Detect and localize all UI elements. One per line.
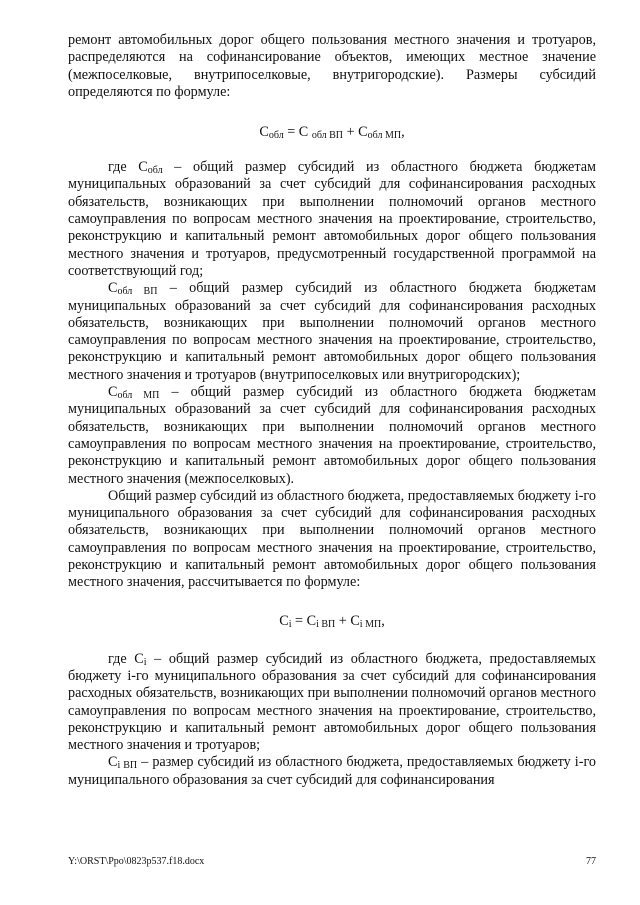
page-footer (68, 856, 596, 868)
definition-symbol: где С (108, 159, 148, 176)
document-page (68, 32, 596, 789)
formula-lhs: С (259, 124, 269, 141)
definition-symbol: С (108, 280, 118, 297)
formula-term1-sub: обл ВП (311, 130, 344, 142)
definition-text: – общий размер субсидий из областного бюджета, предоставляемых бюджету i-го муниципального образования за счет субсидий для софинансирования расходных обязательств, возникающих при выполнении полномочий органов местного самоуправления по вопросам местного значения на проектирование, строительство, реконструкцию и капитальный ремонт автомобильных дорог общего пользования местного значения и тротуаров; (68, 650, 597, 754)
definition-symbol: С (108, 754, 118, 771)
definition-symbol: где С (108, 650, 144, 667)
formula-term2-sub: i МП (359, 618, 382, 630)
file-path: Y:\ORST\Ppo\0823p537.f18.docx (68, 856, 205, 867)
page-number: 77 (586, 856, 596, 867)
definition-symbol-sub: обл (147, 165, 163, 177)
definition-symbol-sub: i (143, 656, 147, 668)
formula-lhs: С (279, 612, 289, 629)
formula-c-obl (68, 123, 596, 141)
formula-eq: = С (283, 124, 312, 141)
definition-text: – общий размер субсидий из областного бюджета бюджетам муниципальных образований за счет субсидий для софинансирования расходных обязательств, возникающих при выполнении полномочий органов местного самоуправления по вопросам местного значения на проектирование, строительство, реконструкцию и капитальный ремонт автомобильных дорог общего пользования местного значения и тротуаров (внутрипоселковых или внутригородских); (68, 280, 596, 383)
definition-symbol-sub: обл ВП (117, 286, 158, 298)
formula-lhs-sub: обл (268, 130, 284, 142)
formula-plus: + С (343, 124, 368, 141)
formula-c-i (68, 612, 596, 630)
formula-term2-sub: обл МП (367, 130, 402, 142)
definition-symbol: С (108, 384, 118, 401)
formula-tail: , (381, 612, 385, 629)
formula-eq: = С (291, 612, 317, 629)
definition-text: – общий размер субсидий из областного бюджета бюджетам муниципальных образований за счет субсидий для софинансирования расходных обязательств, возникающих при выполнении полномочий органов местного самоуправления по вопросам местного значения на проектирование, строительство, реконструкцию и капитальный ремонт автомобильных дорог общего пользования местного значения (межпоселковых). (68, 384, 596, 487)
paragraph-general: Общий размер субсидий из областного бюджета, предоставляемых бюджету i-го муниципального образования за счет субсидий для софинансирования расходных обязательств, возникающих при выполнении полномочий органов местного самоуправления по вопросам местного значения на проектирование, строительство, реконструкцию и капитальный ремонт автомобильных дорог общего пользования местного значения, рассчитывается по формуле: (68, 487, 596, 591)
definition-text: – общий размер субсидий из областного бюджета бюджетам муниципальных образований за счет субсидий для софинансирования расходных обязательств, возникающих при выполнении полномочий органов местного самоуправления по вопросам местного значения на проектирование, строительство, реконструкцию и капитальный ремонт автомобильных дорог общего пользования местного значения и тротуаров, предусмотренный государственной программой на соответствующий год; (68, 159, 597, 279)
formula-tail: , (401, 124, 405, 141)
definition-c-obl-vp (68, 280, 596, 384)
definition-c-i-vp (68, 754, 596, 789)
definition-c-obl (68, 159, 596, 280)
paragraph-intro: ремонт автомобильных дорог общего пользования местного значения и тротуаров, распределяются на софинансирование объектов, имеющих местное значение (межпоселковые, внутрипоселковые, внутригородские). Размеры субсидий определяются по формуле: (68, 32, 596, 100)
formula-lhs-sub: i (288, 618, 292, 630)
definition-text: – размер субсидий из областного бюджета, предоставляемых бюджету i-го муниципального образования за счет субсидий для софинансирования (68, 754, 597, 788)
definition-c-i (68, 651, 596, 755)
formula-plus: + С (335, 612, 360, 629)
definition-symbol-sub: обл МП (117, 390, 160, 402)
formula-term1-sub: i ВП (316, 618, 336, 630)
definition-c-obl-mp (68, 384, 596, 488)
definition-symbol-sub: i ВП (117, 760, 138, 772)
